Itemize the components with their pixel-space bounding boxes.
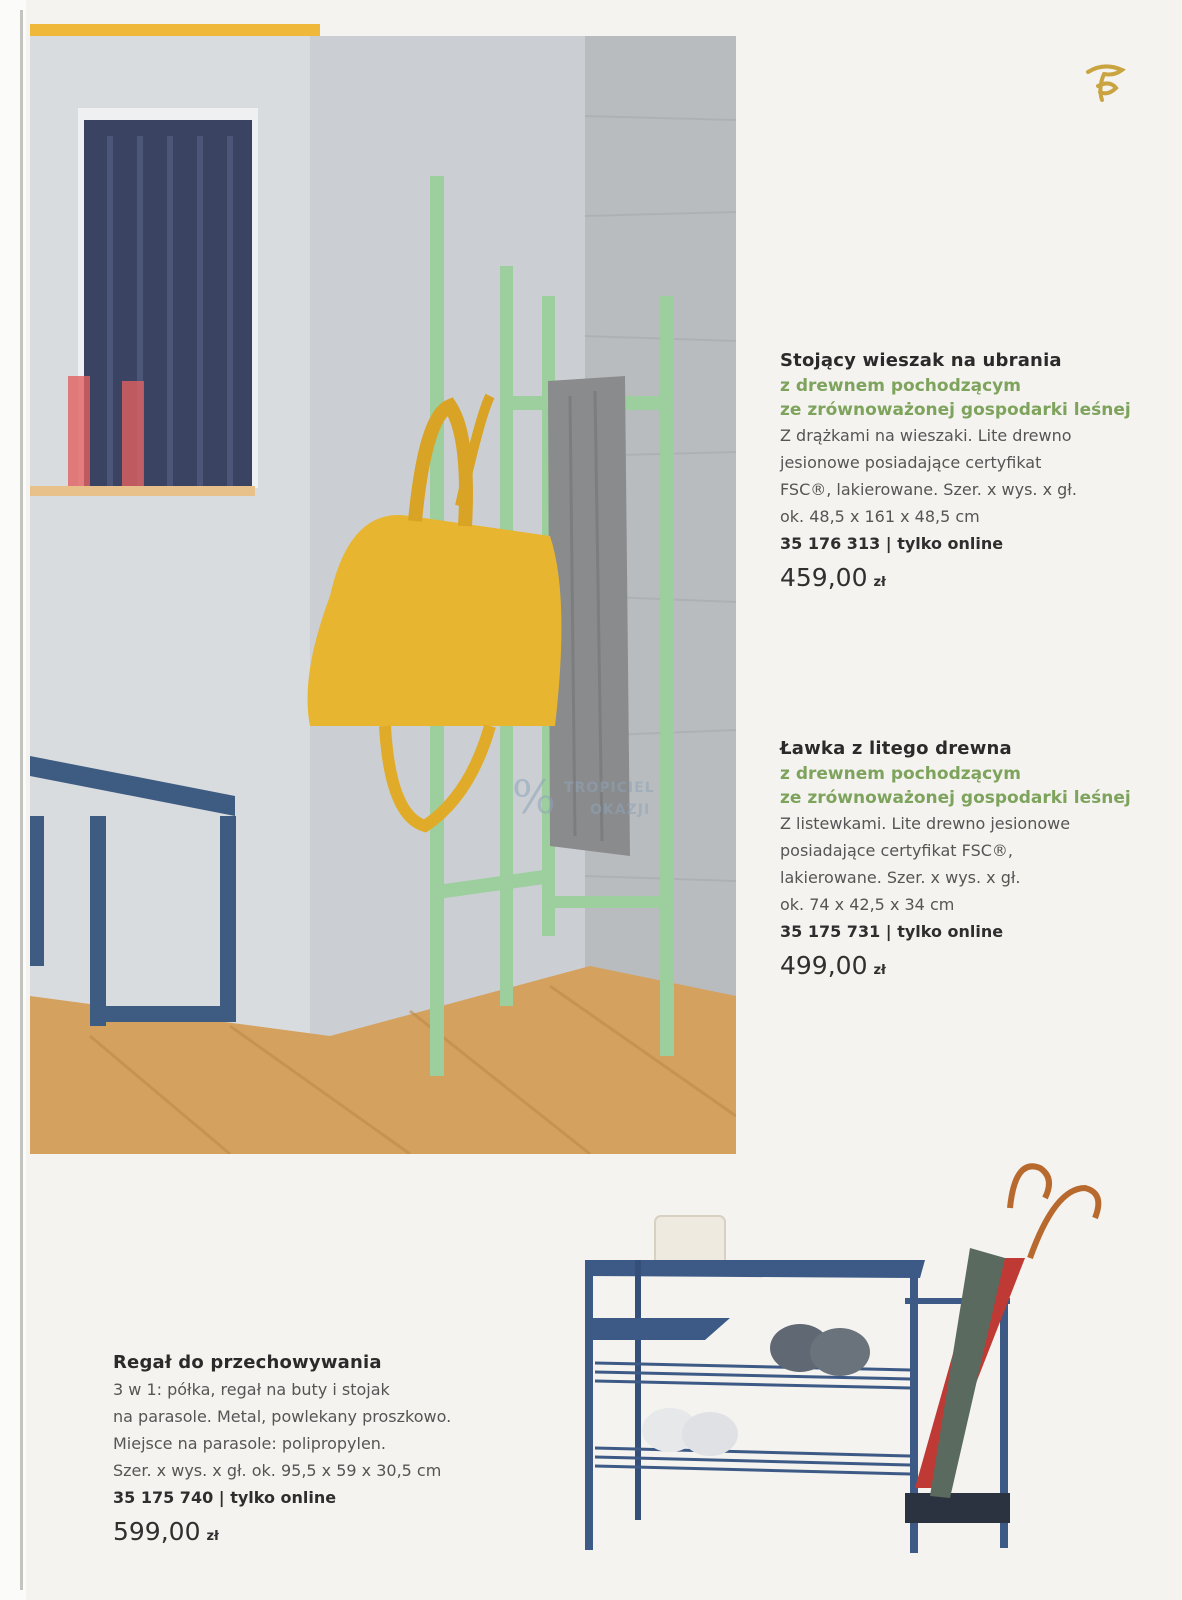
price-currency: zł [873,963,886,978]
watermark-line-1: TROPICIEL [564,780,655,796]
product-description-line: lakierowane. Szer. x wys. x gł. [780,868,1021,887]
watermark-percent-icon: % [512,770,556,824]
product-code: 35 176 313 | tylko online [780,534,1004,553]
product-eco-line-1: z drewnem pochodzącym [780,764,1021,784]
top-accent-stripe [30,24,320,36]
product-coat-rack [780,348,1180,600]
product-price [113,1515,533,1554]
product-name: Stojący wieszak na ubrania [780,350,1062,371]
price-value: 599,00 [113,1517,201,1546]
product-name: Ławka z litego drewna [780,738,1012,759]
product-description-line: na parasole. Metal, powlekany proszkowo. [113,1407,452,1426]
product-eco-line-2: ze zrównoważonej gospodarki leśnej [780,788,1131,808]
price-value: 499,00 [780,951,868,980]
product-bench [780,736,1180,988]
product-description-line: ok. 48,5 x 161 x 48,5 cm [780,507,980,526]
product-code: 35 175 731 | tylko online [780,922,1004,941]
product-description-line: 3 w 1: półka, regał na buty i stojak [113,1380,390,1399]
product-description-line: ok. 74 x 42,5 x 34 cm [780,895,955,914]
product-price [780,561,1180,600]
product-storage-rack [113,1350,533,1554]
product-name: Regał do przechowywania [113,1352,382,1373]
product-description-line: Miejsce na parasole: polipropylen. [113,1434,387,1453]
tchibo-logo-icon [1080,58,1130,108]
storage-rack-image [585,1148,1140,1568]
hallway-photo [30,36,736,1154]
product-eco-line-2: ze zrównoważonej gospodarki leśnej [780,400,1131,420]
product-code: 35 175 740 | tylko online [113,1488,337,1507]
price-currency: zł [206,1529,219,1544]
product-description-line: jesionowe posiadające certyfikat [780,453,1042,472]
product-description-line: Z drążkami na wieszaki. Lite drewno [780,426,1072,445]
page-fold-line [20,10,23,1590]
product-description-line: Z listewkami. Lite drewno jesionowe [780,814,1071,833]
watermark [512,768,687,830]
product-eco-line-1: z drewnem pochodzącym [780,376,1021,396]
page-edge [0,0,26,1600]
product-description-line: FSC®, lakierowane. Szer. x wys. x gł. [780,480,1077,499]
product-description-line: Szer. x wys. x gł. ok. 95,5 x 59 x 30,5 cm [113,1461,442,1480]
product-description-line: posiadające certyfikat FSC®, [780,841,1013,860]
product-price [780,949,1180,988]
watermark-line-2: OKAZJI [590,802,651,818]
price-value: 459,00 [780,563,868,592]
price-currency: zł [873,575,886,590]
